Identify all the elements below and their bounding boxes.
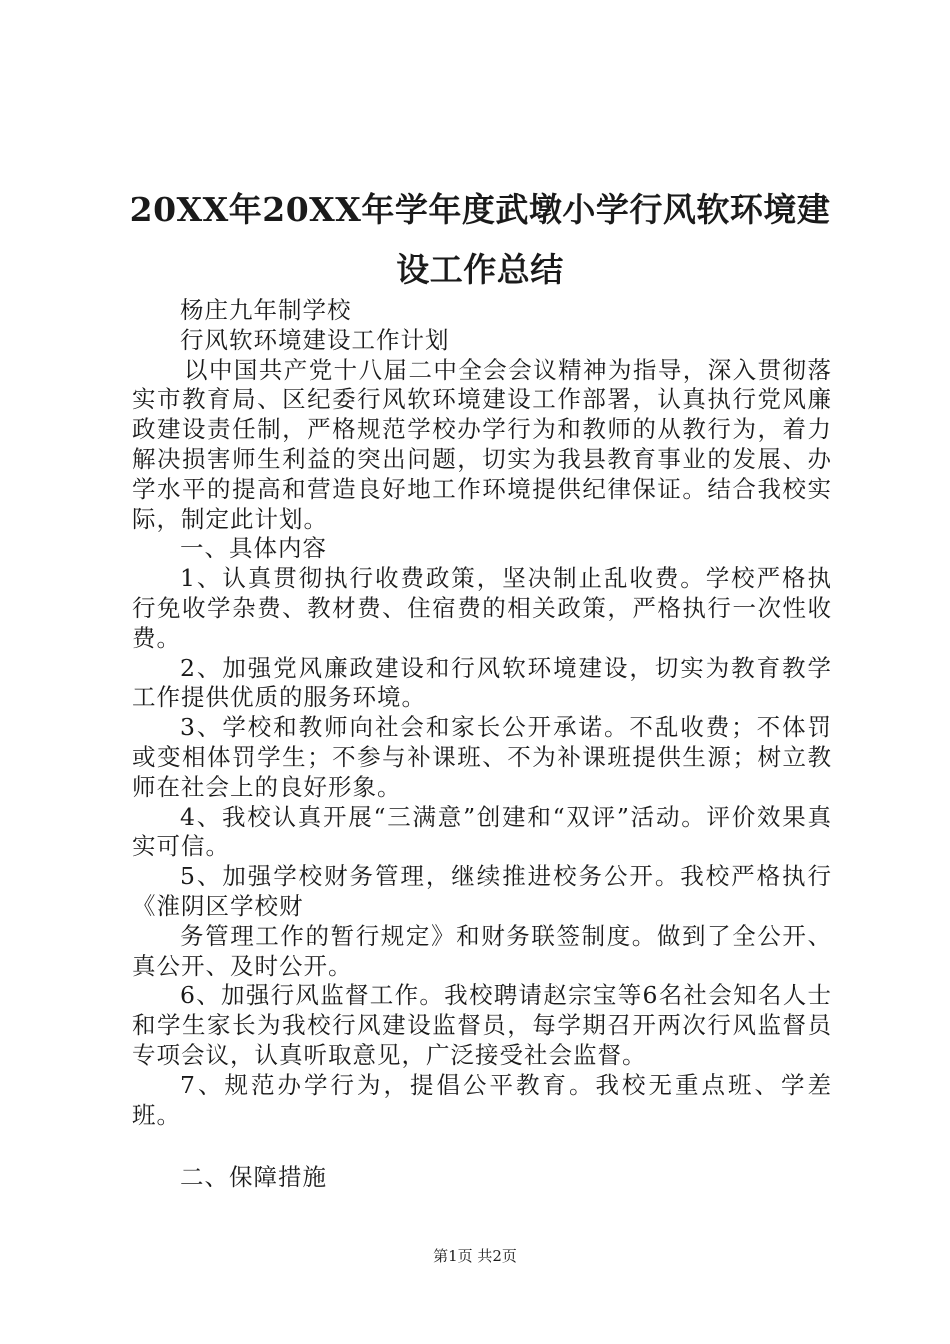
item-3-paragraph: 3、学校和教师向社会和家长公开承诺。不乱收费；不体罚或变相体罚学生；不参与补课班、不为补课班提供生源；树立教师在社会上的良好形象。 <box>132 713 832 801</box>
document-title-line-1: 20XX年20XX年学年度武墩小学行风软环境建 <box>129 190 831 229</box>
section-heading-content: 一、具体内容 <box>180 534 327 563</box>
item-6-paragraph: 6、加强行风监督工作。我校聘请赵宗宝等6名社会知名人士和学生家长为我校行风建设监督员，每学期召开两次行风监督员专项会议，认真听取意见，广泛接受社会监督。 <box>132 981 832 1069</box>
document-title-line-2: 设工作总结 <box>396 250 564 289</box>
item-5-continuation: 务管理工作的暂行规定》和财务联签制度。做到了全公开、真公开、及时公开。 <box>132 921 832 980</box>
item-1-paragraph: 1、认真贯彻执行收费政策，坚决制止乱收费。学校严格执行免收学杂费、教材费、住宿费的相关政策，严格执行一次性收费。 <box>132 564 832 652</box>
page-footer: 第1页 共2页 <box>433 1247 517 1265</box>
school-name: 杨庄九年制学校 <box>180 296 352 324</box>
item-7-paragraph: 7、规范办学行为，提倡公平教育。我校无重点班、学差班。 <box>132 1070 832 1129</box>
item-5-paragraph: 5、加强学校财务管理，继续推进校务公开。我校严格执行《淮阴区学校财 <box>132 862 832 920</box>
plan-title: 行风软环境建设工作计划 <box>180 325 450 354</box>
item-2-paragraph: 2、加强党风廉政建设和行风软环境建设，切实为教育教学工作提供优质的服务环境。 <box>132 653 832 712</box>
intro-paragraph: 以中国共产党十八届二中全会会议精神为指导，深入贯彻落实市教育局、区纪委行风软环境建设工作部署，认真执行党风廉政建设责任制，严格规范学校办学行为和教师的从教行为，着力解决损害师生利益的突出问题，切实为我县教育事业的发展、办学水平的提高和营造良好地工作环境提供纪律保证。结合我校实际，制定此计划。 <box>132 355 832 533</box>
item-4-paragraph: 4、我校认真开展“三满意”创建和“双评”活动。评价效果真实可信。 <box>132 802 832 861</box>
section-heading-measures: 二、保障措施 <box>180 1163 327 1192</box>
paragraph-gap <box>132 1130 832 1163</box>
document-body <box>132 296 832 1193</box>
